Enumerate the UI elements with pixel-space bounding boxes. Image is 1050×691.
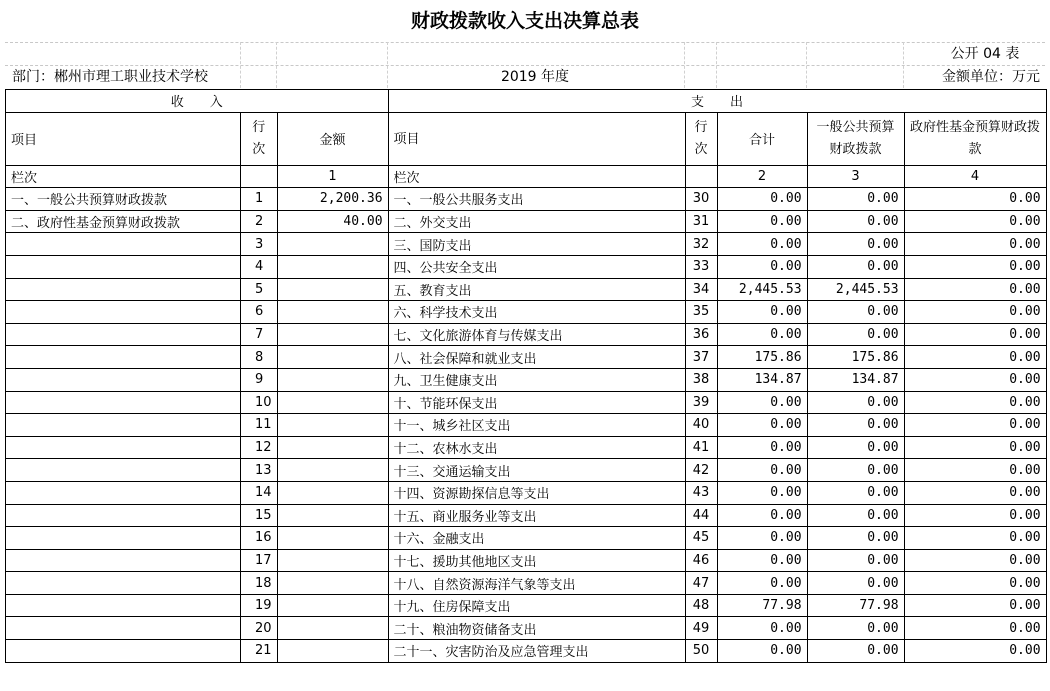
income-item — [6, 640, 241, 663]
income-row-no: 5 — [241, 278, 278, 301]
income-amount — [277, 549, 388, 572]
gov-fund-amount: 0.00 — [904, 188, 1046, 211]
income-amount — [277, 617, 388, 640]
expense-item: 六、科学技术支出 — [388, 301, 685, 324]
expense-row-no: 47 — [685, 572, 717, 595]
income-item — [6, 391, 241, 414]
income-row-no: 8 — [241, 346, 278, 369]
settlement-table — [5, 89, 1047, 663]
income-row-no: 2 — [241, 210, 278, 233]
general-budget-amount: 0.00 — [807, 233, 904, 256]
income-item — [6, 414, 241, 437]
income-item — [6, 549, 241, 572]
expense-total: 0.00 — [717, 301, 807, 324]
expense-row-no: 37 — [685, 346, 717, 369]
table-row — [6, 368, 1047, 391]
gridline — [240, 42, 241, 88]
general-budget-amount: 0.00 — [807, 459, 904, 482]
income-item — [6, 459, 241, 482]
general-budget-amount: 0.00 — [807, 301, 904, 324]
gov-fund-amount: 0.00 — [904, 527, 1046, 550]
expense-row-no: 45 — [685, 527, 717, 550]
income-amount: 2,200.36 — [277, 188, 388, 211]
expense-row-no: 48 — [685, 594, 717, 617]
fiscal-year: 2019 年度 — [500, 69, 570, 85]
department-label: 部门：郴州市理工职业技术学校 — [12, 69, 208, 85]
expense-total: 0.00 — [717, 617, 807, 640]
expense-item: 十七、援助其他地区支出 — [388, 549, 685, 572]
gov-fund-amount: 0.00 — [904, 436, 1046, 459]
general-budget-amount: 0.00 — [807, 414, 904, 437]
expense-item: 九、卫生健康支出 — [388, 368, 685, 391]
table-row — [6, 188, 1047, 211]
income-item — [6, 572, 241, 595]
expense-total: 77.98 — [717, 594, 807, 617]
expense-item: 十三、交通运输支出 — [388, 459, 685, 482]
expense-row-no: 34 — [685, 278, 717, 301]
gov-fund-amount: 0.00 — [904, 233, 1046, 256]
expense-item: 十、节能环保支出 — [388, 391, 685, 414]
income-item — [6, 255, 241, 278]
gridline — [387, 42, 388, 88]
expense-total: 0.00 — [717, 323, 807, 346]
total-header: 合计 — [717, 112, 807, 165]
expense-total: 0.00 — [717, 527, 807, 550]
income-item — [6, 233, 241, 256]
table-row — [6, 346, 1047, 369]
income-row-no: 13 — [241, 459, 278, 482]
expense-item: 十五、商业服务业等支出 — [388, 504, 685, 527]
table-row — [6, 210, 1047, 233]
table-row — [6, 301, 1047, 324]
table-row — [6, 233, 1047, 256]
income-item — [6, 346, 241, 369]
col-number-2: 2 — [717, 165, 807, 188]
income-item — [6, 617, 241, 640]
income-amount: 40.00 — [277, 210, 388, 233]
gov-fund-amount: 0.00 — [904, 594, 1046, 617]
expense-row-no: 50 — [685, 640, 717, 663]
expense-item: 十九、住房保障支出 — [388, 594, 685, 617]
col-number-3: 3 — [807, 165, 904, 188]
form-code: 公开 04 表 — [950, 46, 1020, 62]
income-amount — [277, 459, 388, 482]
gridline — [716, 42, 717, 88]
income-amount — [277, 346, 388, 369]
income-amount — [277, 301, 388, 324]
table-row — [6, 617, 1047, 640]
general-budget-amount: 0.00 — [807, 188, 904, 211]
expense-row-no: 46 — [685, 549, 717, 572]
column-label: 栏次 — [388, 165, 685, 188]
expense-item-header: 项目 — [388, 112, 685, 165]
expense-row-no: 30 — [685, 188, 717, 211]
gov-fund-amount: 0.00 — [904, 481, 1046, 504]
table-row — [6, 481, 1047, 504]
income-item — [6, 301, 241, 324]
expense-row-no: 33 — [685, 255, 717, 278]
col-number-4: 4 — [904, 165, 1046, 188]
income-row-no: 12 — [241, 436, 278, 459]
expense-item: 二、外交支出 — [388, 210, 685, 233]
expense-total: 0.00 — [717, 549, 807, 572]
gridline — [806, 42, 807, 88]
general-budget-amount: 2,445.53 — [807, 278, 904, 301]
expense-row-no: 43 — [685, 481, 717, 504]
gov-fund-amount: 0.00 — [904, 504, 1046, 527]
income-row-no: 4 — [241, 255, 278, 278]
expense-total: 2,445.53 — [717, 278, 807, 301]
expense-item: 四、公共安全支出 — [388, 255, 685, 278]
income-section-header: 收 入 — [6, 90, 389, 113]
general-budget-amount: 0.00 — [807, 391, 904, 414]
income-item: 一、一般公共预算财政拨款 — [6, 188, 241, 211]
general-budget-amount: 0.00 — [807, 572, 904, 595]
income-item: 二、政府性基金预算财政拨款 — [6, 210, 241, 233]
gov-fund-amount: 0.00 — [904, 278, 1046, 301]
expense-item: 二十、粮油物资储备支出 — [388, 617, 685, 640]
expense-item: 十八、自然资源海洋气象等支出 — [388, 572, 685, 595]
gov-fund-amount: 0.00 — [904, 572, 1046, 595]
general-budget-amount: 0.00 — [807, 504, 904, 527]
income-item-header: 项目 — [6, 112, 241, 165]
income-row-no: 6 — [241, 301, 278, 324]
expense-total: 0.00 — [717, 504, 807, 527]
income-row-no: 20 — [241, 617, 278, 640]
table-row — [6, 459, 1047, 482]
income-row-no: 15 — [241, 504, 278, 527]
column-label: 栏次 — [6, 165, 241, 188]
gov-fund-amount: 0.00 — [904, 323, 1046, 346]
income-amount — [277, 278, 388, 301]
general-budget-amount: 0.00 — [807, 255, 904, 278]
table-row — [6, 436, 1047, 459]
gov-fund-amount: 0.00 — [904, 368, 1046, 391]
expense-item: 八、社会保障和就业支出 — [388, 346, 685, 369]
expense-item: 十四、资源勘探信息等支出 — [388, 481, 685, 504]
income-amount — [277, 414, 388, 437]
income-row-no: 11 — [241, 414, 278, 437]
expense-item: 十一、城乡社区支出 — [388, 414, 685, 437]
income-item — [6, 527, 241, 550]
income-amount — [277, 436, 388, 459]
income-amount — [277, 233, 388, 256]
expense-row-no: 49 — [685, 617, 717, 640]
income-item — [6, 436, 241, 459]
income-item — [6, 278, 241, 301]
amount-unit: 金额单位：万元 — [942, 69, 1040, 85]
expense-item: 十二、农林水支出 — [388, 436, 685, 459]
income-amount-header: 金额 — [277, 112, 388, 165]
income-row-no: 21 — [241, 640, 278, 663]
table-row — [6, 549, 1047, 572]
gov-fund-amount: 0.00 — [904, 414, 1046, 437]
expense-total: 134.87 — [717, 368, 807, 391]
gov-fund-amount: 0.00 — [904, 301, 1046, 324]
expense-item: 七、文化旅游体育与传媒支出 — [388, 323, 685, 346]
gov-fund-amount: 0.00 — [904, 617, 1046, 640]
expense-row-no: 32 — [685, 233, 717, 256]
table-row — [6, 255, 1047, 278]
gov-fund-amount: 0.00 — [904, 459, 1046, 482]
general-budget-amount: 77.98 — [807, 594, 904, 617]
general-budget-amount: 0.00 — [807, 436, 904, 459]
general-budget-amount: 0.00 — [807, 640, 904, 663]
expense-total: 0.00 — [717, 210, 807, 233]
expense-row-no: 44 — [685, 504, 717, 527]
income-amount — [277, 368, 388, 391]
general-budget-amount: 134.87 — [807, 368, 904, 391]
income-row-no: 14 — [241, 481, 278, 504]
table-row — [6, 278, 1047, 301]
expense-row-no: 42 — [685, 459, 717, 482]
expense-item: 二十一、灾害防治及应急管理支出 — [388, 640, 685, 663]
table-row — [6, 414, 1047, 437]
income-row-no: 9 — [241, 368, 278, 391]
expense-total: 0.00 — [717, 188, 807, 211]
income-row-no: 3 — [241, 233, 278, 256]
income-item — [6, 594, 241, 617]
table-row — [6, 391, 1047, 414]
page-title: 财政拨款收入支出决算总表 — [410, 10, 639, 32]
income-amount — [277, 391, 388, 414]
income-item — [6, 368, 241, 391]
income-row-no: 7 — [241, 323, 278, 346]
gridline — [276, 42, 277, 88]
income-amount — [277, 323, 388, 346]
income-item — [6, 323, 241, 346]
income-amount — [277, 504, 388, 527]
expense-row-no: 40 — [685, 414, 717, 437]
income-amount — [277, 527, 388, 550]
general-budget-amount: 175.86 — [807, 346, 904, 369]
gov-fund-amount: 0.00 — [904, 640, 1046, 663]
general-budget-amount: 0.00 — [807, 617, 904, 640]
gridline — [5, 42, 1045, 43]
expense-row-no: 38 — [685, 368, 717, 391]
income-row-no-header: 行次 — [241, 112, 278, 165]
general-budget-header: 一般公共预算财政拨款 — [807, 112, 904, 165]
expense-total: 0.00 — [717, 640, 807, 663]
table-row — [6, 640, 1047, 663]
expense-row-no: 39 — [685, 391, 717, 414]
income-amount — [277, 255, 388, 278]
expense-total: 0.00 — [717, 414, 807, 437]
expense-total: 0.00 — [717, 481, 807, 504]
expense-row-no: 35 — [685, 301, 717, 324]
general-budget-amount: 0.00 — [807, 210, 904, 233]
income-amount — [277, 640, 388, 663]
general-budget-amount: 0.00 — [807, 527, 904, 550]
income-amount — [277, 572, 388, 595]
income-row-no: 17 — [241, 549, 278, 572]
expense-item: 十六、金融支出 — [388, 527, 685, 550]
expense-total: 0.00 — [717, 391, 807, 414]
gov-fund-amount: 0.00 — [904, 210, 1046, 233]
col-number-1: 1 — [277, 165, 388, 188]
income-row-no: 10 — [241, 391, 278, 414]
expense-row-no: 36 — [685, 323, 717, 346]
table-row — [6, 504, 1047, 527]
general-budget-amount: 0.00 — [807, 549, 904, 572]
gridline — [684, 42, 685, 88]
gov-fund-amount: 0.00 — [904, 549, 1046, 572]
expense-total: 0.00 — [717, 572, 807, 595]
income-amount — [277, 481, 388, 504]
expense-row-no: 31 — [685, 210, 717, 233]
expense-item: 三、国防支出 — [388, 233, 685, 256]
income-row-no: 1 — [241, 188, 278, 211]
gov-fund-header: 政府性基金预算财政拨款 — [904, 112, 1046, 165]
expense-total: 175.86 — [717, 346, 807, 369]
expense-section-header: 支 出 — [388, 90, 1046, 113]
income-row-no: 16 — [241, 527, 278, 550]
gov-fund-amount: 0.00 — [904, 255, 1046, 278]
expense-total: 0.00 — [717, 459, 807, 482]
expense-item: 一、一般公共服务支出 — [388, 188, 685, 211]
expense-total: 0.00 — [717, 255, 807, 278]
general-budget-amount: 0.00 — [807, 481, 904, 504]
table-row — [6, 572, 1047, 595]
expense-row-no-header: 行次 — [685, 112, 717, 165]
gov-fund-amount: 0.00 — [904, 391, 1046, 414]
income-item — [6, 481, 241, 504]
table-row — [6, 594, 1047, 617]
gov-fund-amount: 0.00 — [904, 346, 1046, 369]
income-item — [6, 504, 241, 527]
expense-row-no: 41 — [685, 436, 717, 459]
general-budget-amount: 0.00 — [807, 323, 904, 346]
expense-total: 0.00 — [717, 436, 807, 459]
expense-total: 0.00 — [717, 233, 807, 256]
expense-item: 五、教育支出 — [388, 278, 685, 301]
income-row-no: 18 — [241, 572, 278, 595]
income-amount — [277, 594, 388, 617]
table-row — [6, 527, 1047, 550]
table-row — [6, 323, 1047, 346]
income-row-no: 19 — [241, 594, 278, 617]
